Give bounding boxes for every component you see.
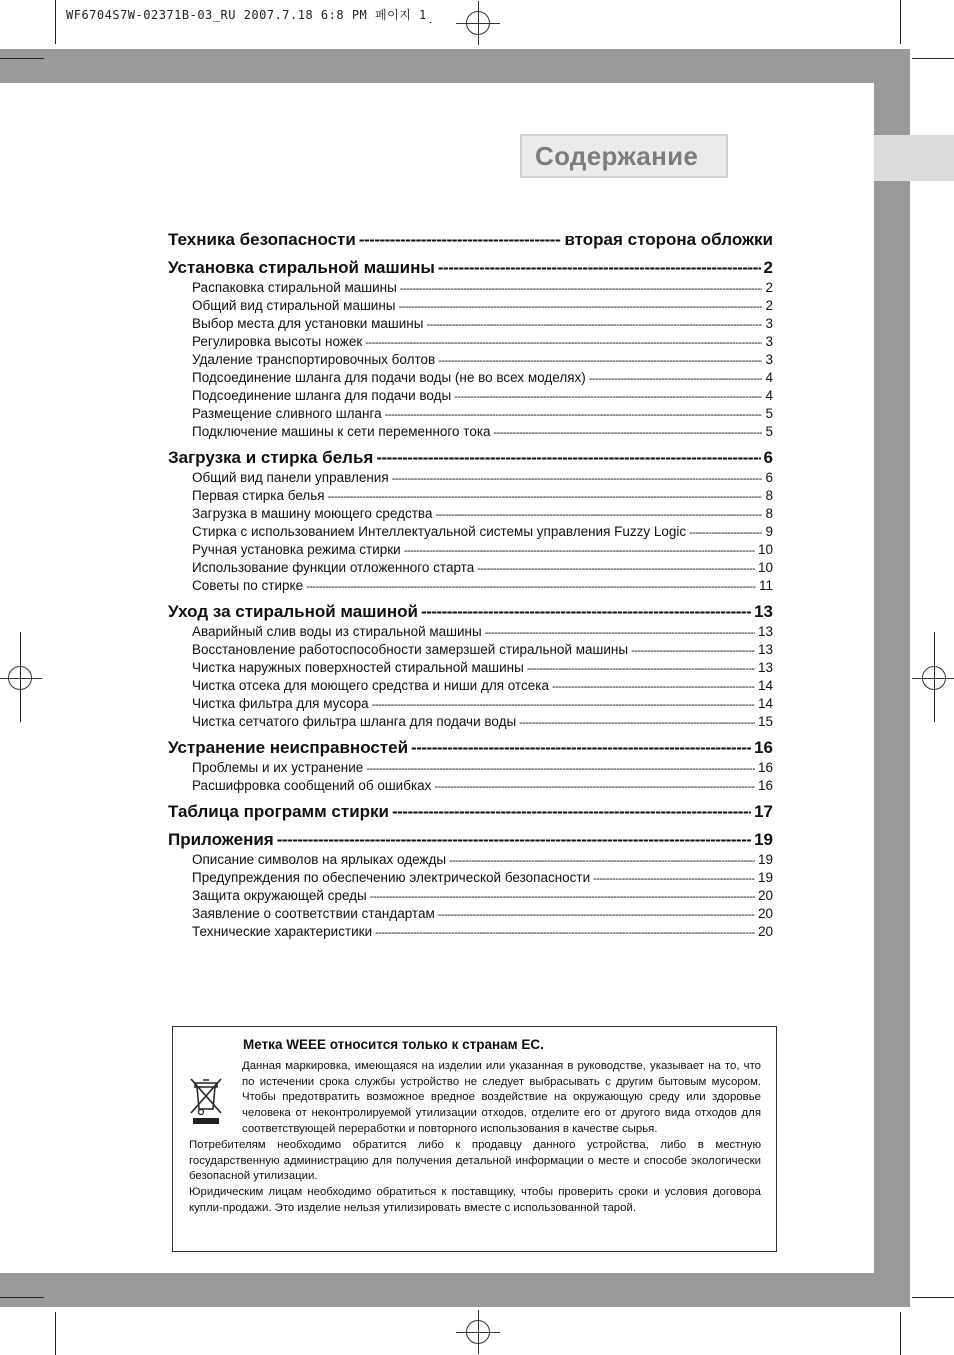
toc-section-title: Установка стиральной машины bbox=[168, 258, 435, 277]
toc-section-page: 19 bbox=[754, 830, 773, 849]
toc-entry-page: 20 bbox=[757, 888, 773, 903]
toc-section-page: 13 bbox=[754, 602, 773, 621]
dot-leader bbox=[426, 319, 762, 331]
crop-mark bbox=[430, 22, 431, 23]
toc-entry-title: Загрузка в машину моющего средства bbox=[192, 506, 433, 521]
toc-section bbox=[168, 602, 773, 624]
toc-entry-title: Предупреждения по обеспечению электрической безопасности bbox=[192, 870, 591, 885]
toc-entry-title: Регулировка высоты ножек bbox=[192, 334, 363, 349]
dot-leader bbox=[552, 681, 755, 693]
toc-section-title: Устранение неисправностей bbox=[168, 738, 409, 757]
toc-entry bbox=[168, 906, 773, 924]
frame-band-top bbox=[0, 49, 910, 83]
toc-entry bbox=[168, 280, 773, 298]
toc-entry bbox=[168, 560, 773, 578]
crop-mark bbox=[0, 1297, 44, 1298]
crop-mark bbox=[900, 1312, 901, 1355]
dot-leader bbox=[385, 409, 763, 421]
toc-entry-page: 16 bbox=[757, 760, 773, 775]
toc-entry-page: 5 bbox=[765, 424, 773, 439]
toc-entry bbox=[168, 624, 773, 642]
toc-section bbox=[168, 738, 773, 760]
crop-mark bbox=[20, 632, 21, 722]
toc-entry-title: Ручная установка режима стирки bbox=[192, 542, 401, 557]
dot-leader bbox=[435, 509, 762, 521]
registration-mark-icon bbox=[466, 11, 490, 35]
toc-entry-page: 8 bbox=[765, 488, 773, 503]
dot-leader bbox=[449, 855, 755, 867]
toc-entry bbox=[168, 352, 773, 370]
toc-entry-title: Чистка фильтра для мусора bbox=[192, 696, 369, 711]
toc-entry-page: 9 bbox=[765, 524, 773, 539]
dot-leader bbox=[372, 699, 755, 711]
dot-leader bbox=[438, 258, 761, 278]
toc-entry-title: Расшифровка сообщений об ошибках bbox=[192, 778, 432, 793]
crop-mark bbox=[934, 632, 935, 722]
toc-entry-title: Чистка отсека для моющего средства и ниши для отсека bbox=[192, 678, 549, 693]
dot-leader bbox=[411, 738, 751, 758]
toc-entry-page: 14 bbox=[757, 678, 773, 693]
crop-mark bbox=[912, 1297, 954, 1298]
toc-entry bbox=[168, 642, 773, 660]
dot-leader bbox=[370, 891, 755, 903]
toc-section bbox=[168, 802, 773, 824]
print-code: WF6704S7W-02371B-03_RU bbox=[66, 8, 236, 22]
toc-entry-title: Восстановление работоспособности замерзшей стиральной машины bbox=[192, 642, 629, 657]
dot-leader bbox=[399, 301, 763, 313]
toc-entry-page: 3 bbox=[765, 352, 773, 367]
toc-entry bbox=[168, 316, 773, 334]
toc-entry-page: 13 bbox=[757, 624, 773, 639]
print-page-label: 페이지 1 bbox=[375, 8, 427, 22]
dot-leader bbox=[454, 391, 762, 403]
dot-leader bbox=[375, 927, 755, 939]
toc-entry-title: Аварийный слив воды из стиральной машины bbox=[192, 624, 482, 639]
dot-leader bbox=[392, 802, 751, 822]
toc-entry-page: 14 bbox=[757, 696, 773, 711]
table-of-contents bbox=[168, 230, 773, 942]
toc-entry-title: Подключение машины к сети переменного тока bbox=[192, 424, 491, 439]
toc-section-title: Техника безопасности bbox=[168, 230, 356, 249]
toc-entry bbox=[168, 696, 773, 714]
toc-section-page: 2 bbox=[763, 258, 773, 277]
toc-section bbox=[168, 830, 773, 852]
toc-section bbox=[168, 230, 773, 252]
dot-leader bbox=[589, 373, 763, 385]
toc-entry bbox=[168, 760, 773, 778]
dot-leader bbox=[593, 873, 755, 885]
dot-leader bbox=[404, 545, 755, 557]
dot-leader bbox=[438, 355, 762, 367]
toc-entry-page: 13 bbox=[757, 642, 773, 657]
toc-entry-page: 19 bbox=[757, 870, 773, 885]
toc-entry-title: Размещение сливного шланга bbox=[192, 406, 382, 421]
crop-mark bbox=[0, 58, 44, 59]
toc-entry-page: 20 bbox=[757, 906, 773, 921]
toc-section-page: 16 bbox=[754, 738, 773, 757]
toc-entry-page: 2 bbox=[765, 298, 773, 313]
toc-section-title: Таблица программ стирки bbox=[168, 802, 389, 821]
crossed-out-wheelie-bin-icon bbox=[189, 1075, 225, 1127]
toc-entry bbox=[168, 334, 773, 352]
toc-entry-title: Использование функции отложенного старта bbox=[192, 560, 475, 575]
toc-entry-title: Выбор места для установки машины bbox=[192, 316, 424, 331]
toc-section-page: вторая сторона обложки bbox=[564, 230, 773, 249]
dot-leader bbox=[527, 663, 755, 675]
toc-entry-title: Проблемы и их устранение bbox=[192, 760, 364, 775]
toc-section-page: 17 bbox=[754, 802, 773, 821]
toc-entry bbox=[168, 424, 773, 442]
frame-band-right bbox=[874, 49, 910, 1307]
toc-entry bbox=[168, 578, 773, 596]
toc-entry-title: Технические характеристики bbox=[192, 924, 373, 939]
page-title: Содержание bbox=[535, 140, 699, 171]
toc-entry-page: 10 bbox=[757, 560, 773, 575]
toc-entry-page: 6 bbox=[765, 470, 773, 485]
toc-entry bbox=[168, 852, 773, 870]
toc-entry bbox=[168, 678, 773, 696]
toc-entry bbox=[168, 524, 773, 542]
dot-leader bbox=[277, 830, 751, 850]
crop-mark bbox=[900, 0, 901, 44]
weee-title: Метка WEEE относится только к странам ЕС. bbox=[243, 1037, 544, 1052]
weee-notice bbox=[172, 1026, 777, 1252]
dot-leader bbox=[434, 781, 755, 793]
dot-leader bbox=[438, 909, 755, 921]
dot-leader bbox=[365, 337, 762, 349]
dot-leader bbox=[477, 563, 755, 575]
toc-entry-title: Общий вид стиральной машины bbox=[192, 298, 396, 313]
weee-businesses: Юридическим лицам необходимо обратиться к поставщику, чтобы проверить сроки и условия договора купли-продажи. Это изделие нельзя утилизировать вместе с использованной тарой. bbox=[189, 1186, 761, 1214]
toc-section bbox=[168, 448, 773, 470]
toc-entry bbox=[168, 888, 773, 906]
toc-entry bbox=[168, 370, 773, 388]
dot-leader bbox=[494, 427, 763, 439]
toc-entry-page: 16 bbox=[757, 778, 773, 793]
toc-entry-title: Защита окружающей среды bbox=[192, 888, 367, 903]
toc-entry bbox=[168, 714, 773, 732]
toc-entry-title: Чистка наружных поверхностей стиральной машины bbox=[192, 660, 524, 675]
dot-leader bbox=[421, 602, 751, 622]
dot-leader bbox=[400, 283, 763, 295]
dot-leader bbox=[689, 527, 762, 539]
dot-leader bbox=[359, 230, 562, 250]
toc-section-title: Приложения bbox=[168, 830, 274, 849]
weee-consumers: Потребителям необходимо обратится либо к продавцу данного устройства, либо в местную государственную администрацию для получения детальной информации о месте и способе экологически безопасной утилизации. bbox=[189, 1138, 761, 1183]
toc-entry bbox=[168, 470, 773, 488]
dot-leader bbox=[392, 473, 763, 485]
toc-entry-title: Подсоединение шланга для подачи воды bbox=[192, 388, 452, 403]
toc-section-page: 6 bbox=[763, 448, 773, 467]
toc-entry-page: 3 bbox=[765, 316, 773, 331]
toc-entry-page: 5 bbox=[765, 406, 773, 421]
toc-entry-title: Описание символов на ярлыках одежды bbox=[192, 852, 447, 867]
toc-entry bbox=[168, 298, 773, 316]
toc-entry-page: 8 bbox=[765, 506, 773, 521]
print-header bbox=[66, 6, 427, 23]
dot-leader bbox=[519, 717, 755, 729]
toc-entry-title: Советы по стирке bbox=[192, 578, 304, 593]
toc-section bbox=[168, 258, 773, 280]
toc-entry bbox=[168, 506, 773, 524]
toc-entry bbox=[168, 388, 773, 406]
toc-section-title: Уход за стиральной машиной bbox=[168, 602, 418, 621]
toc-entry-title: Подсоединение шланга для подачи воды (не во всех моделях) bbox=[192, 370, 586, 385]
toc-entry bbox=[168, 924, 773, 942]
toc-entry bbox=[168, 488, 773, 506]
registration-mark-icon bbox=[466, 1320, 490, 1344]
toc-entry-title: Распаковка стиральной машины bbox=[192, 280, 397, 295]
toc-entry-page: 2 bbox=[765, 280, 773, 295]
toc-entry-title: Заявление о соответствии стандартам bbox=[192, 906, 435, 921]
toc-entry bbox=[168, 660, 773, 678]
title-tab bbox=[874, 135, 954, 181]
dot-leader bbox=[366, 763, 755, 775]
toc-entry-title: Удаление транспортировочных болтов bbox=[192, 352, 436, 367]
toc-entry bbox=[168, 870, 773, 888]
toc-entry-page: 4 bbox=[765, 370, 773, 385]
toc-entry-page: 4 bbox=[765, 388, 773, 403]
frame-band-bottom bbox=[0, 1273, 910, 1307]
toc-entry-title: Общий вид панели управления bbox=[192, 470, 389, 485]
dot-leader bbox=[485, 627, 755, 639]
crop-mark bbox=[55, 1312, 56, 1355]
page-title-box bbox=[520, 134, 728, 178]
toc-entry bbox=[168, 778, 773, 796]
toc-entry-page: 13 bbox=[757, 660, 773, 675]
print-timestamp: 2007.7.18 6:8 PM bbox=[243, 8, 368, 22]
toc-entry-page: 19 bbox=[757, 852, 773, 867]
toc-entry-title: Чистка сетчатого фильтра шланга для подачи воды bbox=[192, 714, 517, 729]
toc-entry-page: 3 bbox=[765, 334, 773, 349]
toc-entry-page: 10 bbox=[757, 542, 773, 557]
toc-entry-page: 15 bbox=[757, 714, 773, 729]
toc-section-title: Загрузка и стирка белья bbox=[168, 448, 374, 467]
toc-entry-title: Первая стирка белья bbox=[192, 488, 325, 503]
toc-entry bbox=[168, 542, 773, 560]
dot-leader bbox=[376, 448, 760, 468]
toc-entry-page: 11 bbox=[758, 578, 773, 593]
dot-leader bbox=[306, 581, 756, 593]
crop-mark bbox=[55, 0, 56, 44]
toc-entry-title: Стирка с использованием Интеллектуальной системы управления Fuzzy Logic bbox=[192, 524, 687, 539]
crop-mark bbox=[912, 58, 954, 59]
dot-leader bbox=[328, 491, 763, 503]
weee-intro: Данная маркировка, имеющаяся на изделии или указанная в руководстве, указывает на то, что по истечении срока службы устройство не следует выбрасывать с другим бытовым мусором. Чтобы предотвратить возможное вредное воздействие на окружающую среду или здоровье человека от неконтролируемой утилизации отходов, отделите его от другого вида отходов для соответствующей переработки и повторного использования в качестве сырья. bbox=[242, 1059, 761, 1135]
toc-entry-page: 20 bbox=[757, 924, 773, 939]
dot-leader bbox=[631, 645, 755, 657]
toc-entry bbox=[168, 406, 773, 424]
